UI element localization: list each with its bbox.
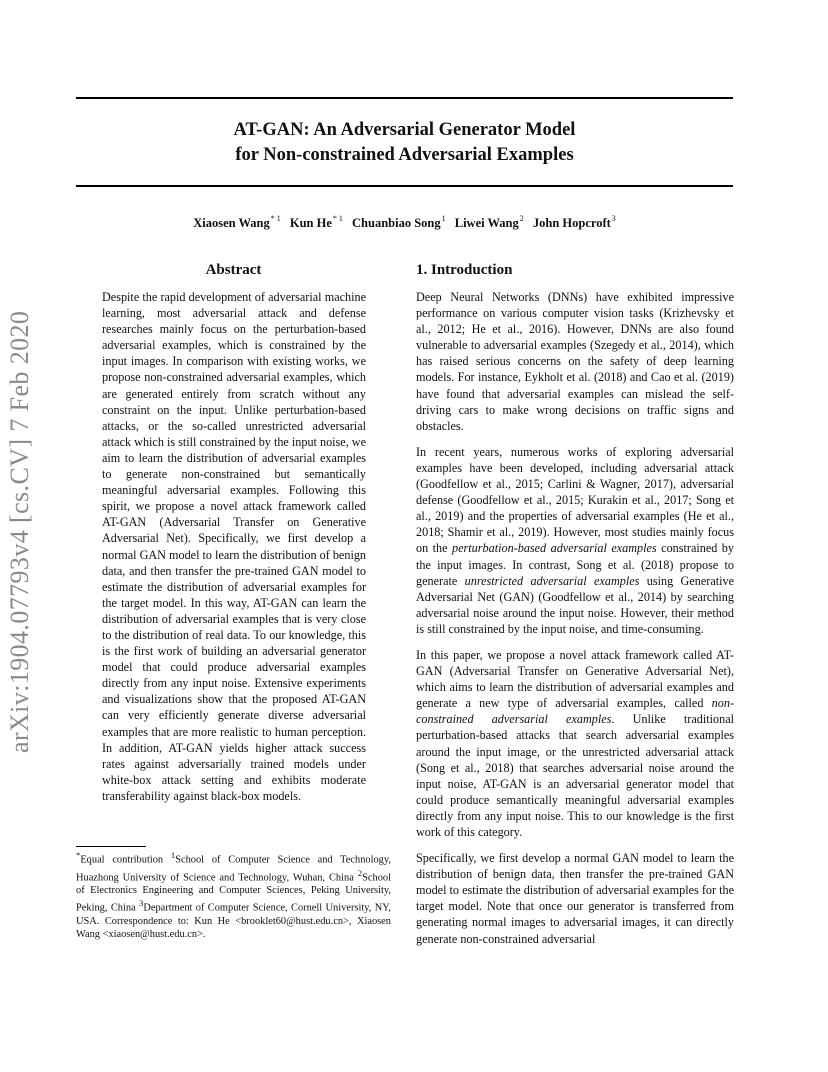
title-line-2: for Non-constrained Adversarial Examples <box>235 145 574 165</box>
intro-paragraph-3: In this paper, we propose a novel attack framework called AT-GAN (Adversarial Transfer on Generative Adversarial Net), which aims to learn the distribution of adversarial examples and generate a new type of adversarial examples, called non-constrained adversarial examples. Unlike traditional perturbation-based attacks that search adversarial examples around the input image, or the unrestricted adversarial attack (Song et al., 2018) that searches adversarial noise around the input noise, AT-GAN is an adversarial generator model that could produce semantically meaningful adversarial examples directly from any input noise. This to our knowledge is the first work of this category. <box>416 647 734 839</box>
footnote: *Equal contribution $^1$School of Computer Science and Technology, Huazhong University of Science and Technology, Wuhan, China $^2$School of Electronics Engineering and Computer Sciences, Peking University, Peking, China $^3$Department of Computer Science, Cornell University, NY, USA. Correspondence to: Kun He <brooklet60@hust.edu.cn>, Xiaosen Wang <xiaosen@hust.edu.cn>. <box>76 850 391 940</box>
author: Kun He$^{* 1}$ <box>289 214 343 230</box>
abstract-heading: Abstract <box>205 262 262 278</box>
intro-heading: 1. Introduction <box>416 262 513 278</box>
author: John Hopcroft$^3$ <box>532 214 616 230</box>
abstract-text: Despite the rapid development of adversarial machine learning, most adversarial attack and defense researches mainly focus on the perturbation-based adversarial examples, which is constrained by the input images. In comparison with existing works, we propose non-constrained adversarial examples, which are generated entirely from scratch without any constraint on the input. Unlike perturbation-based attacks, or the so-called unrestricted adversarial attack which is still constrained by the input noise, we aim to learn the distribution of adversarial examples to generate non-constrained but semantically meaningful adversarial examples. Following this spirit, we propose a novel attack framework called AT-GAN (Adversarial Transfer on Generative Adversarial Net). Specifically, we first develop a normal GAN model to learn the distribution of benign data, and then transfer the pre-trained GAN model to estimate the distribution of adversarial examples for the target model. In this way, AT-GAN can learn the distribution of adversarial examples that is very close to the distribution of real data. To our knowledge, this is the first work of building an adversarial generator model that could produce adversarial examples directly from any input noise. Extensive experiments and visualizations show that the proposed AT-GAN can very efficiently generate diverse adversarial examples that are more realistic to human perception. In addition, AT-GAN yields higher attack success rates against adversarially trained models under white-box attack setting and exhibits moderate transferability against black-box models. <box>102 290 367 803</box>
intro-body <box>416 289 734 957</box>
arxiv-id: arXiv:1904.07793v4 [cs.CV] 7 Feb 2020 <box>5 310 34 753</box>
title-bottom-rule <box>76 185 733 187</box>
intro-paragraph-2: In recent years, numerous works of exploring adversarial examples have been developed, including adversarial attack (Goodfellow et al., 2015; Carlini & Wagner, 2017), adversarial defense (Goodfellow et al., 2015; Kurakin et al., 2017; Song et al., 2019) and the properties of adversarial examples (He et al., 2018; Shamir et al., 2019). However, most studies mainly focus on the perturbation-based adversarial examples constrained by the input images. In contrast, Song et al. (2018) propose to generate unrestricted adversarial examples using Generative Adversarial Net (GAN) (Goodfellow et al., 2014) by searching adversarial noise around the input noise. However, their method is still constrained by the input noise, and time-consuming. <box>416 444 735 636</box>
paper-title <box>76 118 733 168</box>
author-list <box>76 214 733 231</box>
author: Chuanbiao Song$^1$ <box>352 214 446 230</box>
intro-paragraph-1: Deep Neural Networks (DNNs) have exhibited impressive performance on various computer vision tasks (Krizhevsky et al., 2012; He et al., 2016). However, DNNs are also found vulnerable to adversarial examples (Szegedy et al., 2014), which has raised serious concerns on the safety of deep learning models. For instance, Eykholt et al. (2018) and Cao et al. (2019) have found that adversarial examples can mislead the self-driving cars to make wrong decisions on traffic signs and obstacles. <box>416 290 734 433</box>
author: Xiaosen Wang$^{* 1}$ <box>193 214 281 230</box>
intro-paragraph-4: Specifically, we first develop a normal GAN model to learn the distribution of benign data, then transfer the pre-trained GAN model to estimate the distribution of adversarial examples for the target model. Note that once our generator is transferred from generating normal images to adversarial images, it can directly generate non-constrained adversarial <box>416 851 734 946</box>
author: Liwei Wang$^2$ <box>454 214 524 230</box>
footnote-rule <box>76 846 146 847</box>
title-top-rule <box>76 97 733 99</box>
title-line-1: AT-GAN: An Adversarial Generator Model <box>233 120 576 140</box>
